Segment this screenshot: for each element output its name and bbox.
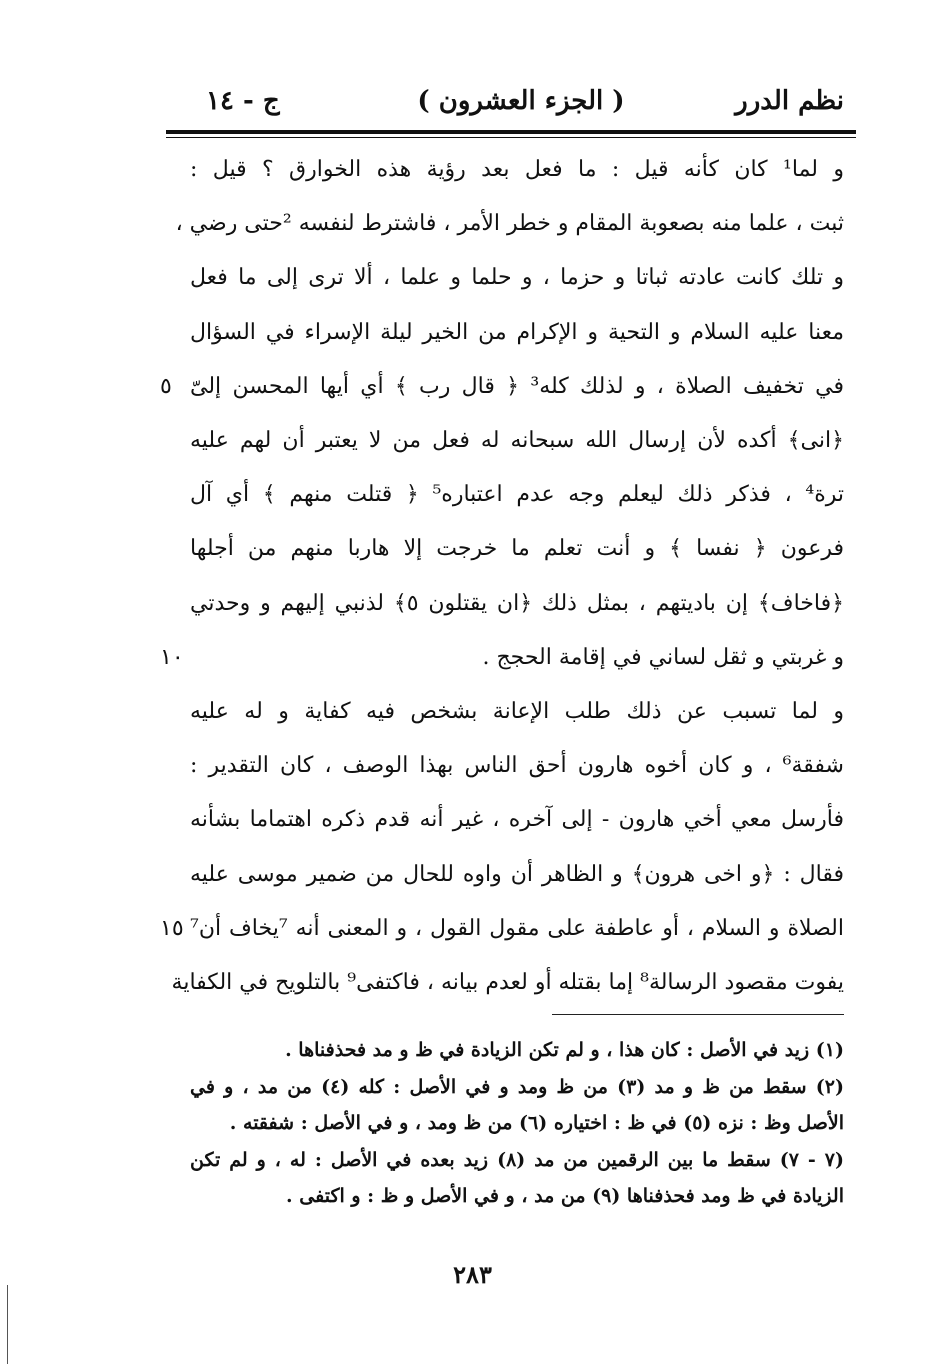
text-line: فأرسل معي أخي هارون - إلى آخره ، غير أنه قدم ذكره اهتماما بشأنه	[190, 807, 844, 833]
text-line: و تلك كانت عادته ثباتا و حزما ، و حلما و علما ، ألا ترى إلى ما فعل	[190, 265, 844, 291]
line-number: ١٠	[160, 644, 184, 670]
footnote-line: (٢) سقط من ظ و مد (٣) من ظ ومد و في الأصل : كله (٤) من مد ، و في	[190, 1075, 844, 1098]
line-number: ٥	[160, 373, 172, 399]
scan-edge-line	[7, 1285, 8, 1364]
footnote-line: (٧ - ٧) سقط ما بين الرقمين من مد (٨) زيد بعده في الأصل : له ، و لم تكن	[190, 1148, 844, 1171]
footnote-line: الأصل وظ : نزه (٥) في ظ : اختياره (٦) من ظ ومد ، و في الأصل : شفقته .	[229, 1112, 844, 1134]
volume-ref: ج - ١٤	[206, 86, 280, 116]
text-line: ترة⁴ ، فذكر ذلك ليعلم وجه عدم اعتباره⁵ ﴿ قتلت منهم ﴾ أي آل	[190, 482, 844, 508]
text-line: الصلاة و السلام ، أو عاطفة على مقول القول ، و المعنى أنه ⁷يخاف أن⁷	[190, 915, 844, 941]
footnote-line: (١) زيد في الأصل : كان هذا ، و لم تكن الزيادة في ظ و مد فحذفناها .	[285, 1039, 844, 1061]
text-line: فقال : ﴿و اخى هرون﴾ و الظاهر أن واوه للحال من ضمير موسى عليه	[190, 861, 845, 887]
footnote-separator	[552, 1014, 844, 1015]
text-line: معنا عليه السلام و التحية و الإكرام من الخير ليلة الإسراء في السؤال	[190, 319, 844, 345]
text-line: ثبت ، علما منه بصعوبة المقام و خطر الأمر ، فاشترط لنفسه ²حتى رضي ،	[175, 211, 844, 237]
text-line: و غربتي و ثقل لساني في إقامة الحجج .	[482, 644, 844, 670]
header-rule-thick	[166, 130, 856, 134]
line-number: ١٥	[160, 915, 184, 941]
text-line: و لما تسبب عن ذلك طلب الإعانة بشخص فيه كفاية و له عليه	[190, 699, 844, 724]
text-line: يفوت مقصود الرسالة⁸ إما بقتله أو لعدم بيانه ، فاكتفى⁹ بالتلويح في الكفاية	[171, 970, 844, 995]
text-line: ﴿انى﴾ أكده لأن إرسال الله سبحانه له فعل من لا يعتبر أن لهم عليه	[190, 428, 844, 453]
book-title: نظم الدرر	[735, 86, 844, 116]
page-number: ٢٨٣	[453, 1260, 492, 1289]
text-line: فرعون ﴿ نفسا ﴾ و أنت تعلم ما خرجت إلا هاربا منهم من أجلها	[190, 536, 844, 562]
text-line: ﴿فاخاف﴾ إن باديتهم ، بمثل ذلك ﴿ان يقتلون ٥﴾ لذنبي إليهم و وحدتي	[190, 590, 844, 616]
text-line: شفقة⁶ ، و كان أخوه هارون أحق الناس بهذا الوصف ، كان التقدير :	[190, 753, 844, 779]
header-rule-thin	[166, 137, 856, 138]
text-line: و لما¹ كان كأنه قيل : ما فعل بعد رؤية هذه الخوارق ؟ قيل :	[190, 157, 844, 182]
running-header	[198, 82, 844, 124]
text-line: في تخفيف الصلاة ، و لذلك كله³ ﴿ قال رب ﴾ أي أيها المحسن إلىّ	[190, 373, 844, 399]
footnote-line: الزيادة في ظ ومد فحذفناها (٩) من مد ، و في الأصل و ظ : و اكتفى .	[286, 1185, 844, 1207]
part-title: ( الجزء العشرون )	[417, 86, 625, 116]
